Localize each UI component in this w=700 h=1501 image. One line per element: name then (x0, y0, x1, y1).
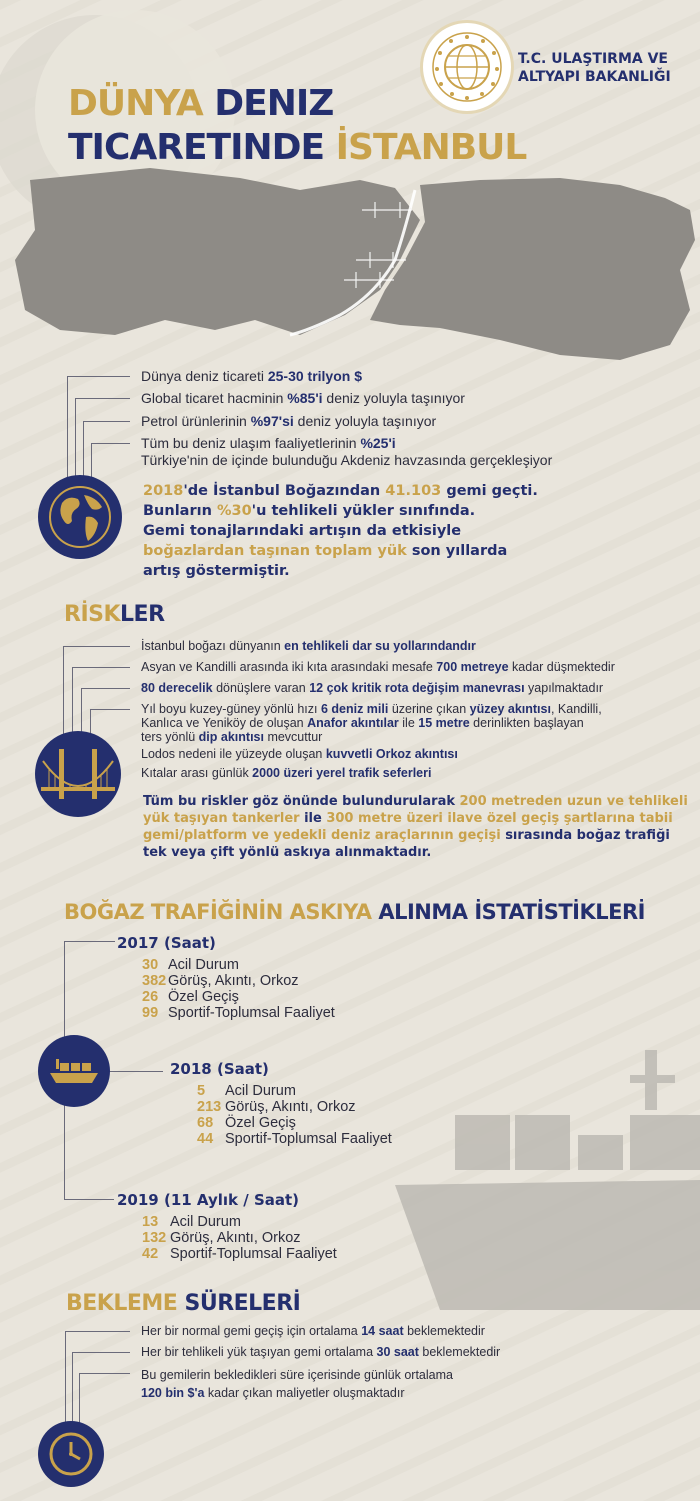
stats-title: BOĞAZ TRAFİĞİNİN ASKIYA ALINMA İSTATİSTİKLERİ (64, 900, 645, 924)
risks-paragraph: Tüm bu riskler göz önünde bulundurularak 200 metreden uzun ve tehlikeli yük taşıyan tankerler ile 300 metre üzeri ilave özel geçiş şartlarına tabii gemi/platform ve yedekli deniz araçlarının geçişi sırasında boğaz trafiği tek veya çift yönlü askıya alınmaktadır. (143, 794, 688, 860)
list-item: 213 Görüş, Akıntı, Orkoz (197, 1099, 356, 1115)
page-title (68, 82, 526, 170)
list-item: 13 Acil Durum (142, 1214, 241, 1230)
list-item: 5 Acil Durum (197, 1083, 296, 1099)
title-word-deniz: DENIZ (214, 83, 334, 124)
clock-icon (38, 1421, 104, 1487)
waiting-normal-ship: Her bir normal gemi geçiş için ortalama 14 saat beklemektedir (141, 1324, 485, 1338)
bridge-icon (35, 731, 121, 817)
risk-local-traffic: Kıtalar arası günlük 2000 üzeri yerel trafik seferleri (141, 766, 432, 780)
list-item: 26 Özel Geçiş (142, 989, 239, 1005)
fact-petroleum: Petrol ürünlerinin %97'si deniz yoluyla taşınıyor (141, 413, 437, 429)
ministry-name (518, 50, 671, 86)
fact-trade-volume: Dünya deniz ticareti 25-30 trilyon $ (141, 368, 362, 384)
list-item: 30 Acil Durum (142, 957, 239, 973)
list-item: 382 Görüş, Akıntı, Orkoz (142, 973, 299, 989)
connector-line (64, 1199, 114, 1200)
istanbul-map (0, 150, 700, 365)
fact-mediterranean: Tüm bu deniz ulaşım faaliyetlerinin %25'i Türkiye'nin de içinde bulunduğu Akdeniz havzasında gerçekleşiyor (141, 435, 553, 468)
list-item: 99 Sportif-Toplumsal Faaliyet (142, 1005, 335, 1021)
ship-icon (38, 1035, 110, 1107)
risk-dangerous-strait: İstanbul boğazı dünyanın en tehlikeli dar su yollarındandır (141, 639, 476, 653)
waiting-title: BEKLEME SÜRELERİ (66, 1291, 301, 1316)
waiting-cost: Bu gemilerin bekledikleri süre içerisinde günlük ortalama 120 bin $'a kadar çıkan maliyetler oluşmaktadır (141, 1368, 453, 1400)
connector-line (64, 1103, 65, 1199)
globe-icon (38, 475, 122, 559)
risk-currents: Yıl boyu kuzey-güney yönlü hızı 6 deniz mili üzerine çıkan yüzey akıntısı, Kandilli, Kanlıca ve Yeniköy de oluşan Anafor akıntılar ile 15 metre derinlikten başlayan ters yönlü dip akıntısı mevcuttur (141, 702, 602, 744)
year-2017-heading: 2017 (Saat) (117, 934, 216, 952)
risk-distance: Asyan ve Kandilli arasında iki kıta arasındaki mesafe 700 metreye kadar düşmektedir (141, 660, 615, 674)
year-2019-heading: 2019 (11 Aylık / Saat) (117, 1191, 300, 1209)
stats-2017-list (142, 957, 335, 1021)
waiting-dangerous-ship: Her bir tehlikeli yük taşıyan gemi ortalama 30 saat beklemektedir (141, 1345, 501, 1359)
title-word-dunya: DÜNYA (68, 83, 203, 124)
title-word-ticaretinde: TICARETINDE (68, 127, 325, 168)
list-item: 68 Özel Geçiş (197, 1115, 296, 1131)
list-item: 132 Görüş, Akıntı, Orkoz (142, 1230, 301, 1246)
connector-line (105, 1071, 163, 1072)
title-word-istanbul: İSTANBUL (335, 127, 527, 168)
year-2018-heading: 2018 (Saat) (170, 1060, 269, 1078)
list-item: 44 Sportif-Toplumsal Faaliyet (197, 1131, 392, 1147)
stats-2019-list (142, 1214, 337, 1262)
connector-line (64, 941, 115, 1044)
ministry-name-line1: T.C. ULAŞTIRMA VE (518, 51, 668, 67)
list-item: 42 Sportif-Toplumsal Faaliyet (142, 1246, 337, 1262)
istanbul-2018-paragraph: 2018'de İstanbul Boğazından 41.103 gemi geçti. Bunların %30'u tehlikeli yükler sınıfında. Gemi tonajlarındaki artışın da etkisiyle boğazlardan taşınan toplam yük son yıllarda artış göstermiştir. (143, 483, 538, 579)
ministry-name-line2: ALTYAPI BAKANLIĞI (518, 69, 671, 85)
risk-turns: 80 derecelik dönüşlere varan 12 çok kritik rota değişim manevrası yapılmaktadır (141, 681, 604, 695)
stats-2018-list (197, 1083, 392, 1147)
risk-lodos: Lodos nedeni ile yüzeyde oluşan kuvvetli Orkoz akıntısı (141, 747, 458, 761)
fact-global-trade: Global ticaret hacminin %85'i deniz yoluyla taşınıyor (141, 390, 465, 406)
risks-title: RİSKLER (64, 602, 165, 627)
